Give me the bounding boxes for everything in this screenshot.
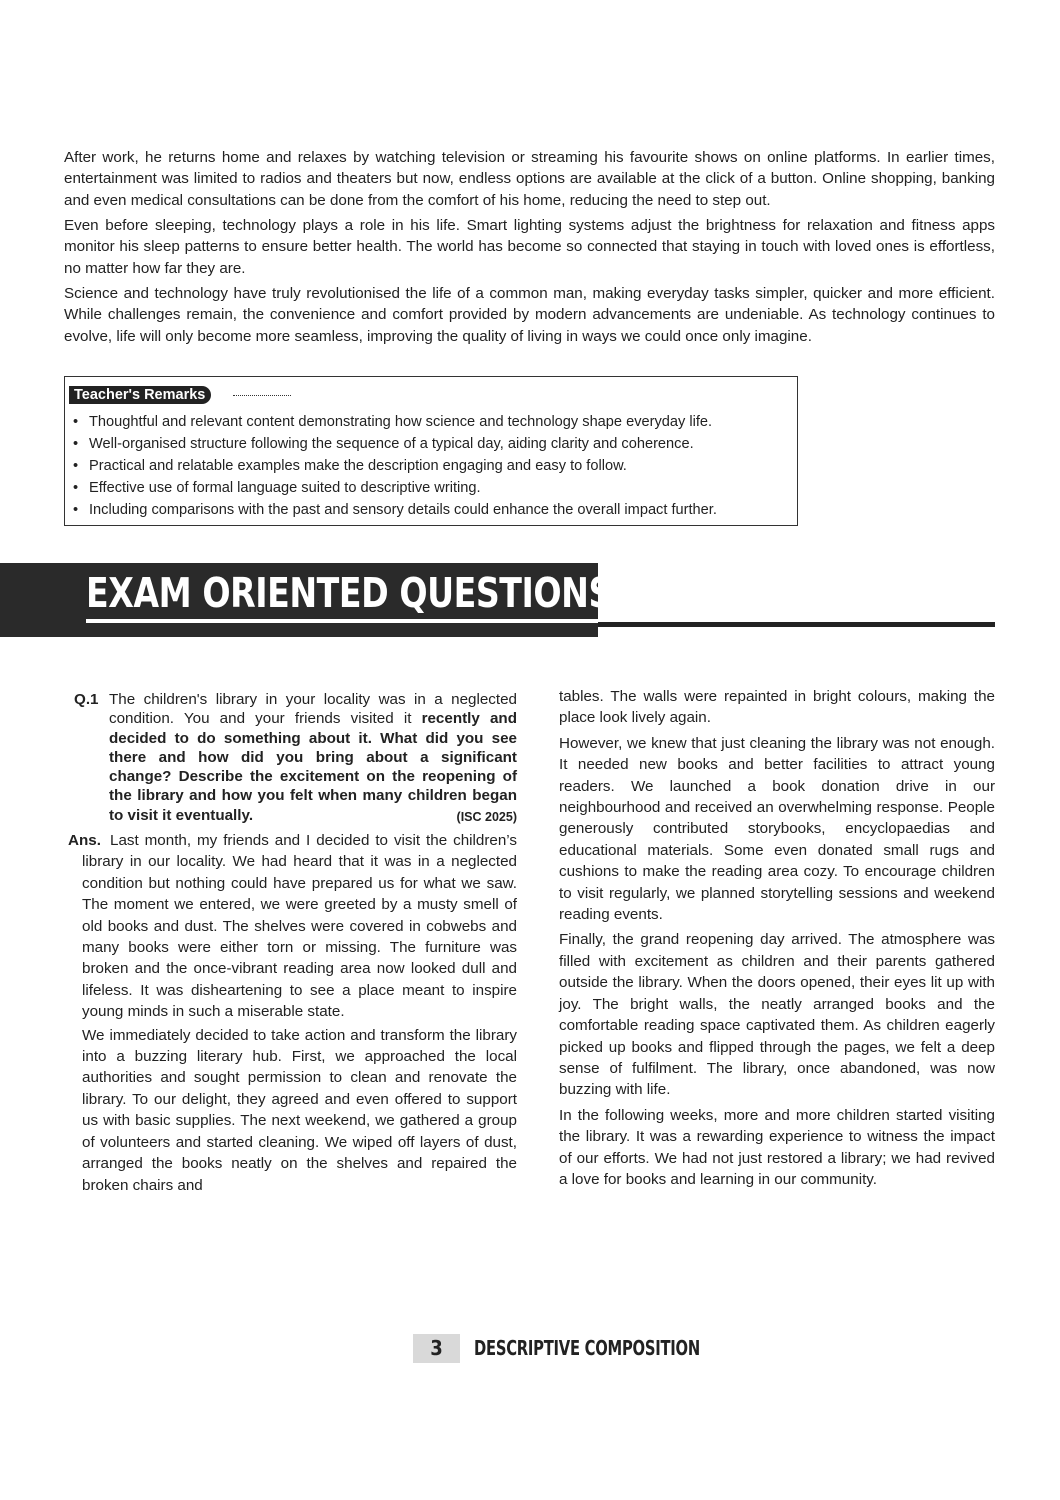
intro-paragraph-1: After work, he returns home and relaxes by watching television or streaming his favourite shows on online platforms. In earlier times, entertainment was limited to radios and theaters but now, endless options are available at the click of a button. Online shopping, banking and even medical consultations can be done from the comfort of his home, reducing the need to step out.: [64, 149, 995, 209]
answer-paragraph: In the following weeks, more and more children started visiting the library. It was a rewarding experience to witness the impact of our efforts. We had not just restored a library; we had revived a love for books and learning in our community.: [559, 1106, 995, 1188]
remark-item: • Effective use of formal language suited to descriptive writing.: [73, 477, 717, 499]
answer-right-column: [559, 686, 995, 1194]
page-number: 3: [413, 1334, 460, 1363]
answer-label: Ans.: [68, 832, 101, 849]
remarks-dotted-rule: [233, 395, 291, 396]
question-text: [109, 690, 517, 827]
question-label: Q.1: [74, 691, 99, 708]
answer-paragraph: Finally, the grand reopening day arrived. The atmosphere was filled with excitement as children and their parents gathered outside the library. When the doors opened, their eyes lit up with joy. The bright walls, the neatly arranged books and the comfortable reading space captivated them. As children eagerly picked up books and flipped through the pages, we felt a deep sense of fulfilment. The library, once abandoned, was now buzzing with life.: [559, 931, 995, 1099]
answer-paragraph: tables. The walls were repainted in bright colours, making the place look lively again.: [559, 688, 995, 727]
remarks-title: Teacher's Remarks: [69, 386, 211, 404]
remark-item: • Well-organised structure following the sequence of a typical day, aiding clarity and coherence.: [73, 433, 717, 455]
teachers-remarks-box: [64, 376, 798, 526]
question-source: (ISC 2025): [456, 809, 517, 824]
remark-item: • Thoughtful and relevant content demonstrating how science and technology shape everyday life.: [73, 411, 717, 433]
section-rule: [598, 622, 995, 627]
question-text-plain: The children's library in your locality was in a neglected condition. You and your friends visited it: [109, 691, 517, 728]
answer-left-column: [82, 830, 517, 1198]
intro-paragraph-3: Science and technology have truly revolutionised the life of a common man, making everyday tasks simpler, quicker and more efficient. While challenges remain, the convenience and comfort provided by modern advancements are undeniable. As technology continues to evolve, life will only become more seamless, improving the quality of living in ways we could once only imagine.: [64, 285, 995, 345]
remark-item: • Including comparisons with the past and sensory details could enhance the overall impact further.: [73, 499, 717, 521]
remark-item: • Practical and relatable examples make the description engaging and easy to follow.: [73, 455, 717, 477]
question-text-bold: recently and decided to do something about it. What did you see there and how did you bring about a significant change? Describe the excitement on the reopening of the library and how you felt when many children began to visit it eventually.: [109, 710, 517, 824]
answer-paragraph: However, we knew that just cleaning the library was not enough. It needed new books and better facilities to attract young readers. We launched a book donation drive in our neighbourhood and received an overwhelming response. People generously contributed storybooks, encyclopaedias and educational materials. Some even donated small rugs and cushions to make the reading area cozy. To encourage children to visit regularly, we planned storytelling sessions and weekend reading events.: [559, 734, 995, 924]
answer-paragraph: Last month, my friends and I decided to visit the children’s library in our locality. We had heard that it was in a neglected condition but nothing could have prepared us for what we saw. The moment we entered, we were greeted by a musty smell of old books and dust. The shelves were covered in cobwebs and many books were either torn or missing. The furniture was broken and the once-vibrant reading area now looked dull and lifeless. It was disheartening to see a place meant to inspire young minds in such a miserable state.: [82, 832, 517, 1021]
intro-paragraph-2: Even before sleeping, technology plays a role in his life. Smart lighting systems adjust the brightness for relaxation and fitness apps monitor his sleep patterns to ensure better health. The world has become so connected that staying in touch with loved ones is effortless, no matter how far they are.: [64, 217, 995, 277]
remarks-list: [73, 411, 717, 521]
chapter-title: DESCRIPTIVE COMPOSITION: [474, 1336, 700, 1360]
answer-paragraph: We immediately decided to take action and transform the library into a buzzing literary hub. First, we approached the local authorities and sought permission to clean and renovate the library. To our delight, they agreed and even offered to support us with basic supplies. The next weekend, we gathered a group of volunteers and started cleaning. We wiped off layers of dust, arranged the books neatly on the shelves and repaired the broken chairs and: [82, 1026, 517, 1194]
section-title: EXAM ORIENTED QUESTIONS: [86, 569, 612, 617]
banner-underline: [86, 619, 598, 623]
